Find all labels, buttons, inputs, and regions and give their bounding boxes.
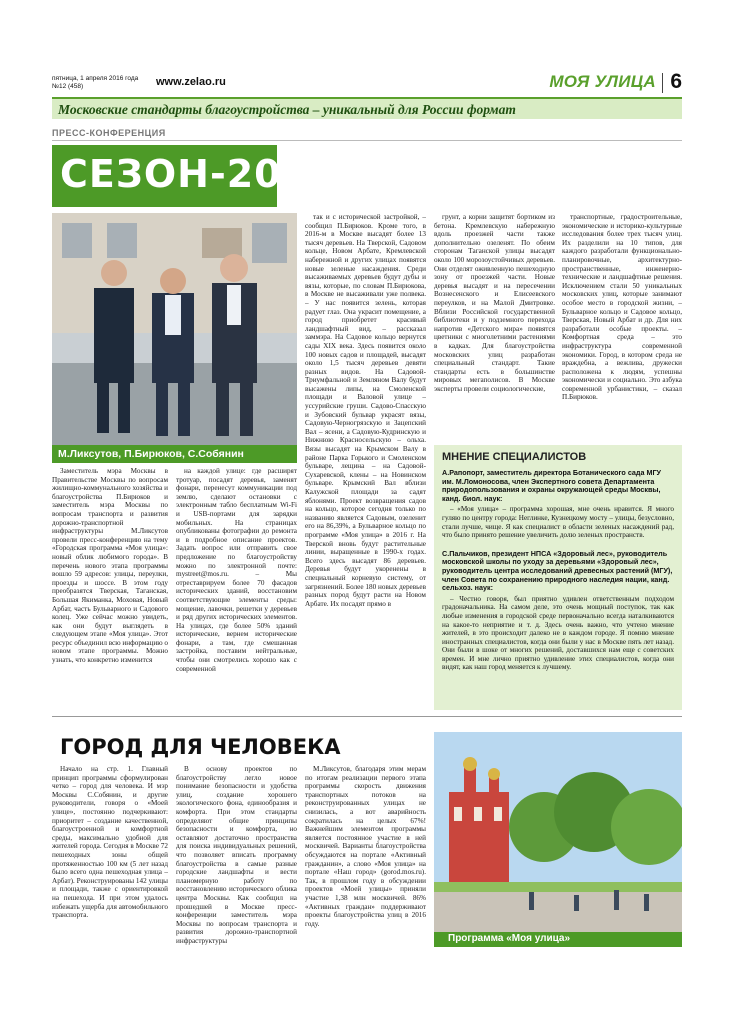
section2-text: Начало на стр. 1. Главный принцип программы сформулирован четко – город для человека. И мэр Москвы С.Собянин, и другие руководители, говоря о «Моей улице», постоянно подчеркивают: приоритет – создание качественной, благоустроенной и комфортной среды, максимально удобной для жителей города. Сегодня в Москве 72 пешеходных зоны общей протяженностью 100 км (5 лет назад было всего одна пешеходная улица – Арбат). Реконструированы 142 улицы и площади, также с ориентировкой на пешехода. И при этом удалось избежать ущерба для автомобильного транспорта. <box>52 765 168 920</box>
expert-1-quote <box>442 505 674 539</box>
experts-box <box>434 445 682 710</box>
section2-text: М.Ликсутов, благодаря этим мерам по итогам реализации первого этапа программы скорость движения транспортных потоков на реконструированных улицах не снизилась, а вот аварийность сократилась на целых 67%! Важнейшим элементом программы является постоянное участие в ней москвичей. Варианты благоустройства обсуждаются на портале «Активный гражданин», а слово «Моя улица» на портале «Наш город» (gorod.mos.ru). Так, в прошлом году в обсуждении проектов «Моей улицы» приняли участие 1,38 млн москвичей. 86% «Активных граждан» поддерживают проекты благоустройства улиц в 2016 году. <box>305 765 426 928</box>
section2-column-3 <box>305 765 426 955</box>
tagline: Московские стандарты благоустройства – уникальный для России формат <box>52 97 682 119</box>
article-text: на каждой улице: где расширят тротуар, посадят деревья, заменят фонари, перенесут коммуникации под землю, сделают остановки с электронным табло бесплатным Wi-Fi и USB-портами для зарядки мобильных. На страницах опубликованы фотографии до ремонта и в подробное описание проектов. Задать вопрос или отправить свое предложение по благоустройству можно по электронной почте: mystreet@mos.ru. – Мы отреставрируем более 70 фасадов исторических зданий, восстановим соответствующие элементы среды: мощение, лавочки, решетки у деревьев и ряд других исторических элементов. На улицах, где более 50% зданий исторические, вернем исторические фонари, а там, где смешанная застройка, поставим нейтральные, чтобы они смотрелись хорошо как с современной <box>176 467 297 673</box>
page-number: 6 <box>670 70 682 93</box>
expert-2-text: – Честно говоря, был приятно удивлен ответственным подходом градоначальника. На самом деле, это очень мощный поступок, так как любые изменения в городской среде первоначально всегда наталкиваются на какое-то неприятие и т. д. Здесь очень важно, что учтено мнение жителей, в это происходит далеко не в каждом городе. Я помню мнение иностранных специалистов, когда они были у нас в Москве пять лет назад. Они были в шоке от многих решений, доставшихся нам еще с советских времен. И мне лично приятно удивление этих специалистов, когда они видят, как наш город меняется к лучшему. <box>442 594 674 672</box>
street-photo-caption: Программа «Моя улица» <box>434 932 682 947</box>
article-column-5 <box>562 213 682 441</box>
article-text: так и с исторической застройкой, – сообщил П.Бирюков. Кроме того, в 2016-м в Москве высадят более 13 тысяч деревьев. На Тверской, Садовом кольце, Новом Арбате, Кремлевской набережной и других улицах появятся новые зеленые насаждения. Среди высаживаемых деревьев будут дубы и вязы, которые, по словам П.Бирюкова, в Москве не высаживали уже полвека. – У нас появится зелень, которая радует глаз. Она украсит помещение, а город приобретет красивый ландшафтный вид, – рассказал заммэра. На Садовое кольцо вернутся сады XIX века. Здесь появится около 100 новых садов и площадей, высадят около 1,5 тысяч деревьев девяти разных видов. На Садовой-Триумфальной и Земляном Валу будут высажены липы, на Смоленской площади и Валовой улице – уссурийские груши. Садово-Спасскую и Зубовский бульвар украсят вязы, Садовую-Черногрязскую и Зацепский Вал – ясени, а Садовую-Кудринскую и Нижнюю Красносельскую – ольха. Вязы высадят на Крымском Валу в районе Парка Горького и Смоленском бульваре, лещина – на Садовой-Сухаревской, клены – на Новинском бульваре. Крымский Вал вблизи Калужской площади за садят яблонями. Проект возвращения садов на кольцо, которое сегодня только по названию является Садовым, озеленит его на 86,39%, а Бульварное кольцо по программе «Моя улица» в 2016 г. На Тверской вновь будут растительные линии, выращенные в 1990-х годах. Всего здесь высадят 86 деревьев. Деревья будут укоренены в специальный корневую систему, от загрязнений. Более 180 новых деревьев разных пород будут расти на Новом Арбате. Их посадят прямо в <box>305 213 426 608</box>
kicker: ПРЕСС-КОНФЕРЕНЦИЯ <box>52 128 682 141</box>
section-name: МОЯ УЛИЦА <box>549 72 656 91</box>
expert-1-name: А.Рапопорт, заместитель директора Ботанического сада МГУ им. М.Ломоносова, член Экспертного совета Департамента природопользования и охраны окружающей среды Москвы, канд. биол. наук: <box>442 468 661 503</box>
date-text: пятница, 1 апреля 2016 года <box>52 75 139 82</box>
street-rendering-illustration <box>434 732 682 944</box>
section2-text: В основу проектов по благоустройству легло новое понимание безопасности и удобства улиц, создание хорошего экологического фона, единообразия и комфорта. При этом стандарты определяют общие принципы безопасности и комфорта, но оставляют достаточно пространства для поиска индивидуальных решений, что позволяет вписать программу благоустройства в самые разные городские ландшафты и вести планомерную работу по восстановлению исторического облика центра Москвы. Как сообщил на прошедшей в Москве пресс-конференции заместитель мэра Москвы по вопросам транспорта и развития дорожно-транспортной инфраструктуры <box>176 765 297 945</box>
street-rendering-photo <box>434 732 682 944</box>
article-text: Заместитель мэра Москвы в Правительстве Москвы по вопросам жилищно-коммунального хозяйства и благоустройства П.Бирюков и заместитель мэра Москвы по вопросам транспорта и развития дорожно-транспортной инфраструктуры М.Ликсутов провели пресс-конференцию на тему «Городская программа «Моя улица»: новый облик любимого города». В перечень нового этапа программы вошло 59 адресов: улицы, переулки, проезды и шоссе. В этом году преобразятся Тверская, Таганская, Большая Якиманка, Моховая, Новый Арбат, часть Бульварного и Садового колец. Уже сейчас можно увидеть, как они будут выглядеть в следующем этапе «Моя улица». Этот ресурс объединил всю информацию о новом этапе программы. Можно узнать, что конкретно изменится <box>52 467 168 665</box>
article-column-4 <box>434 213 555 441</box>
section-divider <box>52 716 682 717</box>
issue-date <box>52 75 142 91</box>
photo-caption: М.Ликсутов, П.Бирюков, С.Собянин <box>52 445 297 463</box>
officials-photo-illustration <box>52 213 297 445</box>
header-divider <box>662 73 663 93</box>
page-header <box>52 70 682 98</box>
experts-title: МНЕНИЕ СПЕЦИАЛИСТОВ <box>442 451 587 463</box>
article-column-1 <box>52 467 168 707</box>
section2-column-1 <box>52 765 168 955</box>
article-title: СЕЗОН-2016 <box>60 152 337 196</box>
section2-title: ГОРОД ДЛЯ ЧЕЛОВЕКА <box>60 735 341 759</box>
expert-2-name: С.Пальчиков, президент НПСА «Здоровый лес», руководитель московской школы по уходу за деревьями «Здоровый лес», руководитель центра исследований древесных растений (МГУ), член Совета по сохранению природного наследия нации, канд. сельхоз. наук: <box>442 548 673 593</box>
expert-1-text: – «Моя улица» – программа хорошая, мне очень нравится. Я много гуляю по центру города: Неглинке, Кузнецкому мосту – улицы, безусловно, стали лучше, чище. Я как специалист в области зеленых насаждений рад, что было принято решение увеличить долю зеленых пространств. <box>442 505 674 540</box>
expert-2-quote <box>442 595 674 672</box>
site-url[interactable]: www.zelao.ru <box>156 76 226 88</box>
section2-column-2 <box>176 765 297 955</box>
article-text: грунт, а корни защитят бортиком из бетона. Кремлевскую набережную вдоль проезжей части также дополнительно озеленят. По обеим сторонам Таганской улицы высадят около 100 морозоустойчивых деревьев. Они отделят оживленную пешеходную зону от проезжей части. Новые деревья высадят и на пересечении Вознесенского и Елисеевского переулков, и на Малой Дмитровке. Вблизи Российской государственной библиотеки и у подземного перехода напротив «Детского мира» появятся цветники с многолетними растениями в кадках. Для благоустройства московских улиц разработан специальный стандарт. Такие стандарты есть в большинстве мировых мегаполисов. В Москве эксперты провели социологические, <box>434 213 555 393</box>
article-column-3 <box>305 213 426 708</box>
article-column-2 <box>176 467 297 707</box>
officials-photo <box>52 213 297 445</box>
issue-number: №12 (458) <box>52 83 84 90</box>
article-text: транспортные, градостроительные, экономические и историко-культурные исследования более трех тысяч улиц. Их разделили на 10 типов, для каждого разработали функционально-планировочные, архитектурно-пространственные, инженерно-технические и ландшафтные решения. Исключением стали 50 уникальных московских улиц, которые занимают особое место в городской жизни, – Бульварное кольцо и Садовое кольцо, Тверская, Новый Арбат и др. Для них разработали особые проекты. – Комфортная среда – это инфраструктура современной экономики. Город, в котором среда не враждебна, а вежлива, дружески расположена к людям, успешны экономически и социально. Это азбука современной урбанистики, – сказал П.Бирюков. <box>562 213 682 402</box>
